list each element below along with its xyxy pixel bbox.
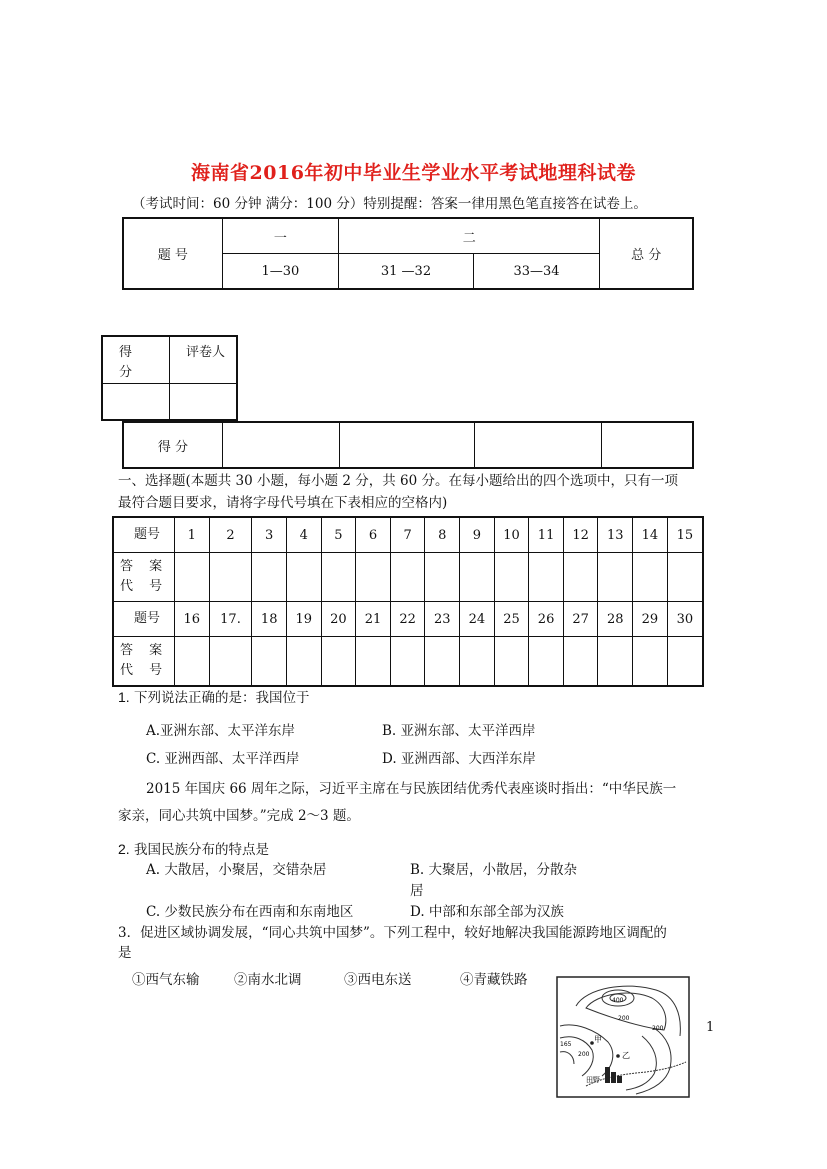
map-label-200: 200 — [652, 1025, 664, 1032]
part2-cell: 二 — [339, 218, 600, 254]
score-blank-1[interactable] — [223, 422, 340, 468]
answer-num: 21 — [356, 602, 391, 637]
question-number: 1. — [118, 689, 130, 705]
answer-cell[interactable] — [425, 637, 460, 687]
answer-cell[interactable] — [667, 637, 703, 687]
answer-num: 11 — [529, 517, 564, 553]
map-label-yi: 乙 — [622, 1051, 630, 1060]
answer-cell[interactable] — [460, 553, 495, 602]
building-mark — [617, 1076, 622, 1083]
range2-cell: 31 —32 — [339, 254, 474, 290]
answer-num: 4 — [287, 517, 322, 553]
answer-cell[interactable] — [287, 637, 322, 687]
score-blank-3[interactable] — [475, 422, 602, 468]
score-blank[interactable] — [102, 384, 170, 420]
q3-option-2[interactable]: ②南水北调 — [234, 972, 302, 988]
section1-line1: 一、选择题(本题共 30 小题，每小题 2 分，共 60 分。在每小题给出的四个选项中，只有一项 — [118, 473, 678, 489]
answer-cell[interactable] — [209, 637, 252, 687]
range3-cell: 33—34 — [473, 254, 600, 290]
q2-option-d[interactable]: D. 中部和东部全部为汉族 — [410, 904, 564, 920]
answer-cell[interactable] — [356, 553, 391, 602]
answer-num: 10 — [494, 517, 529, 553]
q3-option-4[interactable]: ④青藏铁路 — [460, 972, 528, 988]
map-label-jia: 甲 — [594, 1035, 602, 1044]
building-mark — [605, 1067, 610, 1083]
topic-cell: 题 号 — [123, 218, 222, 289]
range1-cell: 1—30 — [222, 254, 339, 290]
score-table — [122, 421, 694, 469]
answer-num: 13 — [598, 517, 633, 553]
answer-cell[interactable] — [425, 553, 460, 602]
part1-cell: 一 — [222, 218, 339, 254]
q1-option-c[interactable]: C. 亚洲西部、太平洋西岸 — [146, 751, 300, 767]
section1-line2: 最符合题目要求，请将字母代号填在下表相应的空格内) — [118, 495, 448, 511]
answer-cell[interactable] — [321, 553, 356, 602]
building-mark — [611, 1072, 616, 1083]
answer-num: 23 — [425, 602, 460, 637]
header-table — [122, 217, 694, 290]
score-blank-2[interactable] — [340, 422, 475, 468]
question-3-line1: 3．促进区域协调发展，“同心共筑中国梦”。下列工程中，较好地解决我国能源跨地区调配的 — [118, 925, 667, 941]
score-label: 得 分 — [102, 336, 170, 384]
question-number: 2. — [118, 841, 130, 857]
answer-cell[interactable] — [563, 637, 598, 687]
answer-cell[interactable] — [598, 637, 633, 687]
answer-num: 14 — [633, 517, 668, 553]
answer-num: 1 — [175, 517, 210, 553]
answer-num: 17. — [209, 602, 252, 637]
answer-num: 19 — [287, 602, 322, 637]
answer-num: 20 — [321, 602, 356, 637]
answer-cell[interactable] — [252, 637, 287, 687]
answer-num: 16 — [175, 602, 210, 637]
map-label-200: 200 — [578, 1051, 590, 1058]
answer-cell[interactable] — [209, 553, 252, 602]
answer-num: 7 — [390, 517, 425, 553]
answer-cell[interactable] — [321, 637, 356, 687]
answer-table — [112, 516, 704, 687]
answer-code-label-2: 答 案 代 号 — [113, 637, 175, 687]
q1-option-d[interactable]: D. 亚洲西部、大西洋东岸 — [382, 751, 536, 767]
answer-num: 29 — [633, 602, 668, 637]
answer-num: 3 — [252, 517, 287, 553]
answer-num: 12 — [563, 517, 598, 553]
answer-cell[interactable] — [667, 553, 703, 602]
answer-cell[interactable] — [529, 637, 564, 687]
answer-cell[interactable] — [175, 553, 210, 602]
answer-cell[interactable] — [252, 553, 287, 602]
answer-cell[interactable] — [494, 553, 529, 602]
q3-option-1[interactable]: ①西气东输 — [132, 972, 200, 988]
answer-num: 2 — [209, 517, 252, 553]
answer-num: 9 — [460, 517, 495, 553]
question-stem: 我国民族分布的特点是 — [133, 842, 269, 858]
score-row-label: 得 分 — [123, 422, 223, 468]
answer-cell[interactable] — [356, 637, 391, 687]
grader-blank[interactable] — [170, 384, 238, 420]
answer-num-label-1: 题号 — [113, 517, 175, 553]
answer-cell[interactable] — [529, 553, 564, 602]
question-1 — [118, 684, 309, 711]
q3-option-3[interactable]: ③西电东送 — [344, 972, 412, 988]
map-label-400: 400 — [612, 997, 624, 1004]
map-label-field: 田野 — [586, 1076, 600, 1084]
q2-option-c[interactable]: C. 少数民族分布在西南和东南地区 — [146, 904, 354, 920]
answer-cell[interactable] — [175, 637, 210, 687]
answer-cell[interactable] — [563, 553, 598, 602]
grader-table — [101, 335, 238, 421]
passage-line2: 家亲，同心共筑中国梦。”完成 2～3 题。 — [118, 808, 360, 824]
q1-option-b[interactable]: B. 亚洲东部、太平洋西岸 — [382, 723, 536, 739]
page-number: 1 — [706, 1020, 715, 1035]
answer-cell[interactable] — [287, 553, 322, 602]
q2-option-b[interactable]: B. 大聚居，小散居，分散杂 — [410, 862, 578, 878]
q2-option-a[interactable]: A. 大散居，小聚居，交错杂居 — [146, 862, 327, 878]
question-3-line2: 是 — [118, 945, 132, 961]
answer-num: 30 — [667, 602, 703, 637]
map-label-200: 200 — [618, 1015, 630, 1022]
answer-cell[interactable] — [598, 553, 633, 602]
answer-num: 8 — [425, 517, 460, 553]
answer-cell[interactable] — [633, 553, 668, 602]
question-stem: 下列说法正确的是：我国位于 — [133, 690, 310, 706]
total-cell: 总 分 — [600, 218, 693, 289]
answer-cell[interactable] — [494, 637, 529, 687]
passage-line1: 2015 年国庆 66 周年之际，习近平主席在与民族团结优秀代表座谈时指出：“中华民族一 — [146, 781, 677, 797]
answer-num: 24 — [460, 602, 495, 637]
answer-num: 28 — [598, 602, 633, 637]
answer-cell[interactable] — [633, 637, 668, 687]
answer-num: 27 — [563, 602, 598, 637]
map-label-165: 165 — [560, 1041, 572, 1048]
grader-label: 评卷人 — [170, 336, 238, 384]
answer-num: 18 — [252, 602, 287, 637]
point-yi-mark — [616, 1054, 620, 1058]
q2-option-b-cont: 居 — [410, 883, 424, 899]
answer-num: 26 — [529, 602, 564, 637]
answer-cell[interactable] — [460, 637, 495, 687]
answer-num-label-2: 题号 — [113, 602, 175, 637]
answer-num: 25 — [494, 602, 529, 637]
answer-num: 5 — [321, 517, 356, 553]
exam-title: 海南省2016年初中毕业生学业水平考试地理科试卷 — [191, 162, 636, 184]
answer-num: 22 — [390, 602, 425, 637]
q1-option-a[interactable]: A.亚洲东部、太平洋东岸 — [146, 723, 296, 739]
contour-map-figure — [556, 976, 690, 1098]
answer-cell[interactable] — [390, 637, 425, 687]
answer-num: 6 — [356, 517, 391, 553]
answer-cell[interactable] — [390, 553, 425, 602]
score-blank-4[interactable] — [602, 422, 694, 468]
exam-info: （考试时间：60 分钟 满分：100 分）特别提醒：答案一律用黑色笔直接答在试卷上。 — [132, 196, 647, 212]
answer-num: 15 — [667, 517, 703, 553]
answer-code-label-1: 答 案 代 号 — [113, 553, 175, 602]
